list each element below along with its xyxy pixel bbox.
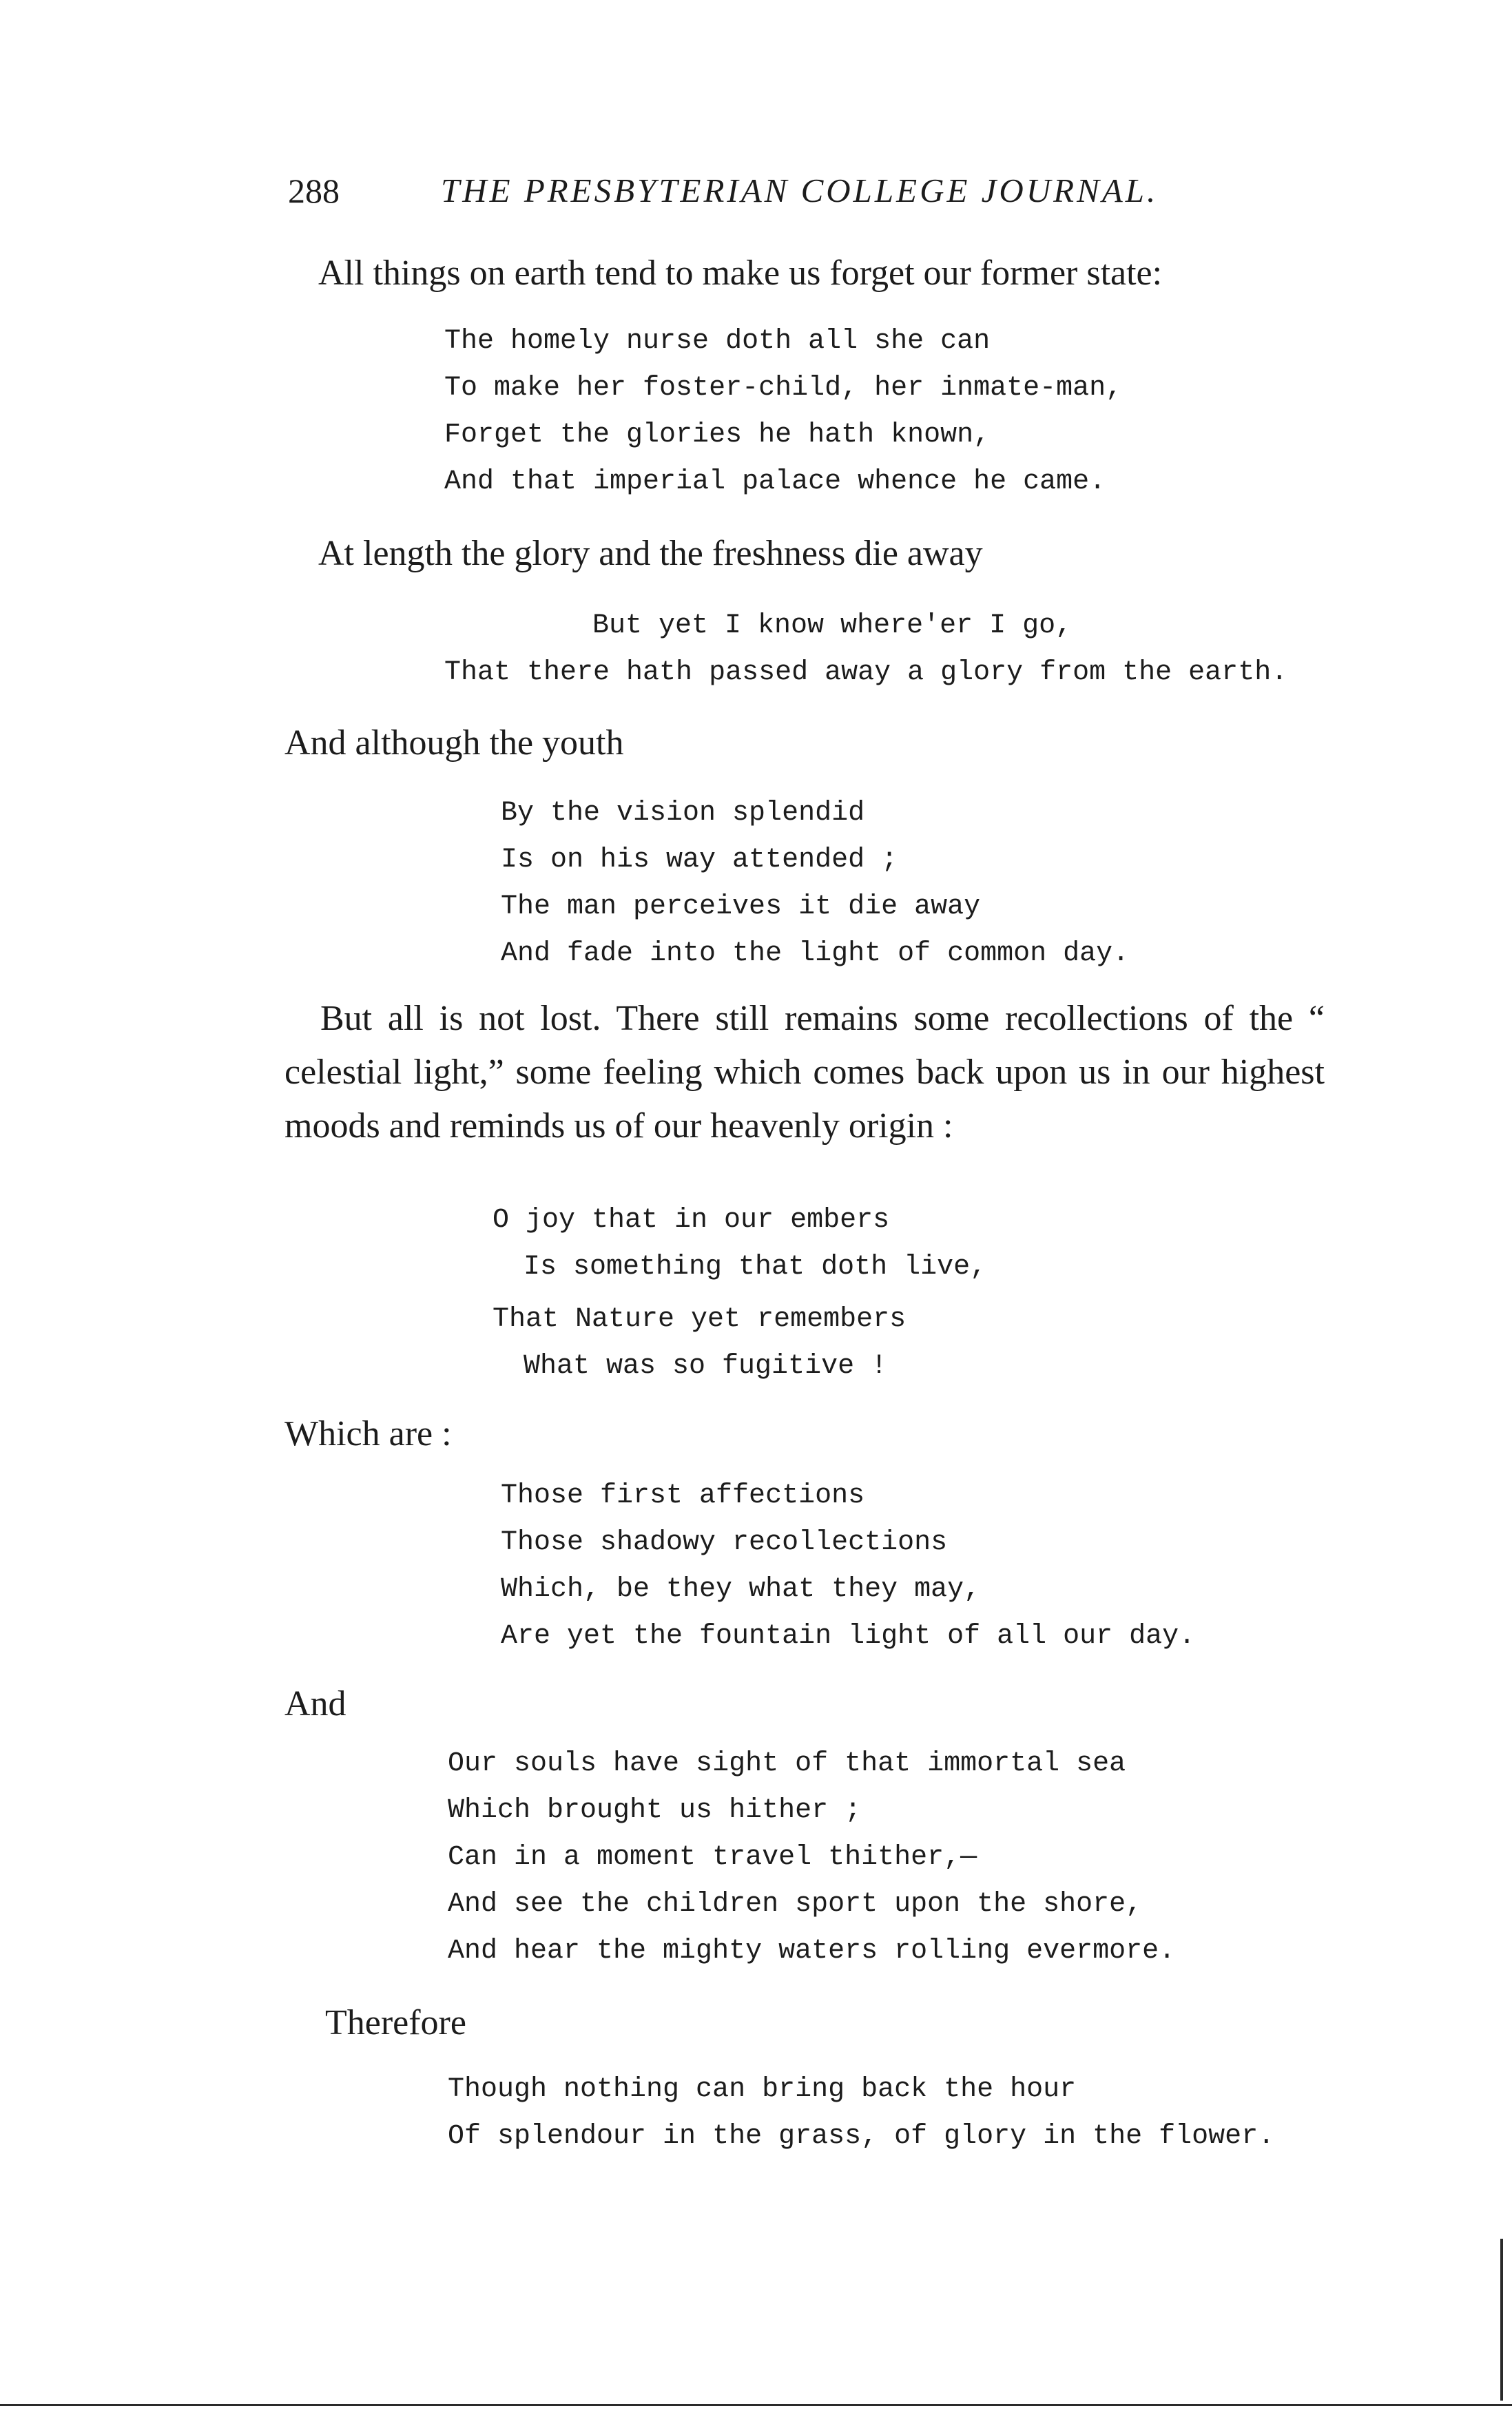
verse-stanza-4 [493,1197,986,1390]
intro-line-5: Which are : [284,1414,452,1453]
verse-stanza-7 [448,2067,1274,2160]
bottom-rule [0,2404,1512,2406]
verse-stanza-3 [501,790,1129,977]
intro-line-2: At length the glory and the freshness die away [318,534,983,573]
verse-line: That Nature yet remembers [493,1304,907,1335]
verse-stanza-2 [444,603,1287,696]
verse-line: Which brought us hither ; [448,1795,862,1826]
verse-line: Of splendour in the grass, of glory in the flower. [448,2121,1275,2152]
verse-line: But yet I know where'er I go, [592,610,1073,641]
verse-line: Can in a moment travel thither,— [448,1842,977,1873]
verse-stanza-5 [501,1473,1195,1660]
verse-line: Those shadowy recollections [501,1527,948,1558]
verse-line: That there hath passed away a glory from the earth. [444,657,1288,688]
intro-line-6: And [284,1684,346,1723]
verse-stanza-6 [448,1741,1175,1975]
verse-line: Our souls have sight of that immortal sea [448,1748,1126,1779]
verse-line: The man perceives it die away [501,891,981,922]
verse-line: Though nothing can bring back the hour [448,2074,1077,2105]
running-title: THE PRESBYTERIAN COLLEGE JOURNAL. [441,172,1159,209]
verse-line: And that imperial palace whence he came. [444,466,1106,497]
page-edge-mark [1500,2239,1503,2401]
verse-line: Are yet the fountain light of all our day. [501,1621,1196,1652]
verse-line: What was so fugitive ! [524,1351,888,1382]
verse-stanza-1 [444,318,1122,506]
body-paragraph: But all is not lost. There still remains some recollections of the “ celestial light,” some feeling which comes back upon us in our highest moods and reminds us of our heavenly origin : [284,999,1325,1146]
verse-line: To make her foster-child, her inmate-man, [444,373,1123,404]
intro-line-3: And although the youth [284,723,624,763]
verse-line: Which, be they what they may, [501,1574,981,1605]
verse-line: The homely nurse doth all she can [444,326,991,357]
verse-line: And hear the mighty waters rolling evermore. [448,1936,1176,1967]
page-number: 288 [288,172,340,210]
page-header [288,171,1266,226]
verse-line: Forget the glories he hath known, [444,420,991,451]
intro-line-1: All things on earth tend to make us forget our former state: [318,253,1163,293]
verse-line: Is something that doth live, [524,1252,987,1283]
verse-line: O joy that in our embers [493,1205,890,1236]
verse-line: Is on his way attended ; [501,845,898,876]
intro-line-7: Therefore [325,2003,466,2042]
verse-line: By the vision splendid [501,798,865,829]
verse-line: Those first affections [501,1480,865,1511]
verse-line: And see the children sport upon the shore, [448,1889,1143,1920]
verse-line: And fade into the light of common day. [501,938,1130,969]
